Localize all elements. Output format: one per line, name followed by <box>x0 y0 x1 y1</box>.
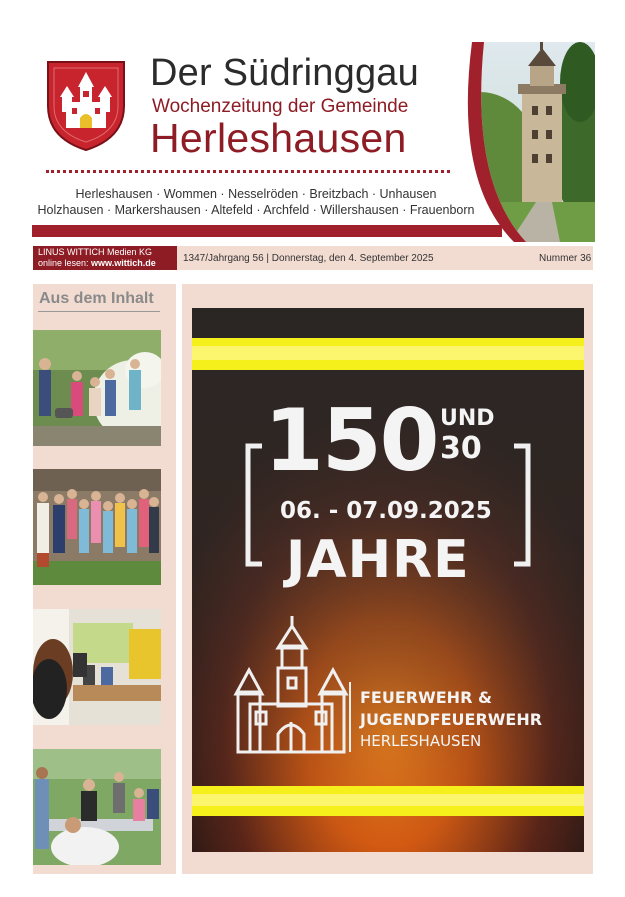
contents-photo-children-group[interactable] <box>33 469 161 585</box>
poster-org-line-1: FEUERWEHR & <box>360 688 492 707</box>
online-read-label: online lesen: <box>38 258 92 268</box>
issue-number: Nummer 36 <box>539 253 592 264</box>
contents-heading: Aus dem Inhalt <box>39 290 154 307</box>
newspaper-subtitle: Wochenzeitung der Gemeinde <box>152 96 409 117</box>
village-list-line-2: Holzhausen · Markershausen · Altefeld · Archfeld · Willershausen · Frauenborn <box>37 203 475 217</box>
header-red-bar <box>32 225 502 237</box>
contents-photo-outdoor-meeting[interactable] <box>33 749 161 865</box>
contents-photo-garden-group[interactable] <box>33 330 161 446</box>
coat-of-arms-icon <box>44 58 128 152</box>
poster-dates: 06. - 07.09.2025 <box>280 498 492 524</box>
poster-und-label: UND <box>440 406 495 431</box>
online-read-line <box>38 258 172 269</box>
anniversary-poster[interactable] <box>192 308 584 852</box>
municipality-name: Herleshausen <box>150 115 407 161</box>
contents-heading-rule <box>38 311 160 312</box>
poster-org-line-3: HERLESHAUSEN <box>360 732 482 750</box>
issue-info: 1347/Jahrgang 56 | Donnerstag, den 4. September 2025 <box>183 253 434 264</box>
newspaper-title: Der Südringgau <box>150 52 419 94</box>
publisher-name: LINUS WITTICH Medien KG <box>38 247 153 257</box>
village-list <box>30 186 482 218</box>
publisher-box <box>33 246 177 270</box>
dotted-divider <box>46 170 450 173</box>
publisher-website-link[interactable]: www.wittich.de <box>91 258 156 268</box>
poster-small-number: 30 <box>440 431 482 466</box>
contents-photo-classroom[interactable] <box>33 609 161 725</box>
poster-big-number: 150 <box>264 391 438 491</box>
castle-photo <box>440 42 595 242</box>
poster-jahre: JAHRE <box>286 530 470 590</box>
village-list-line-1: Herleshausen · Wommen · Nesselröden · Breitzbach · Unhausen <box>75 187 437 201</box>
poster-org-line-2: JUGENDFEUERWEHR <box>360 710 543 729</box>
